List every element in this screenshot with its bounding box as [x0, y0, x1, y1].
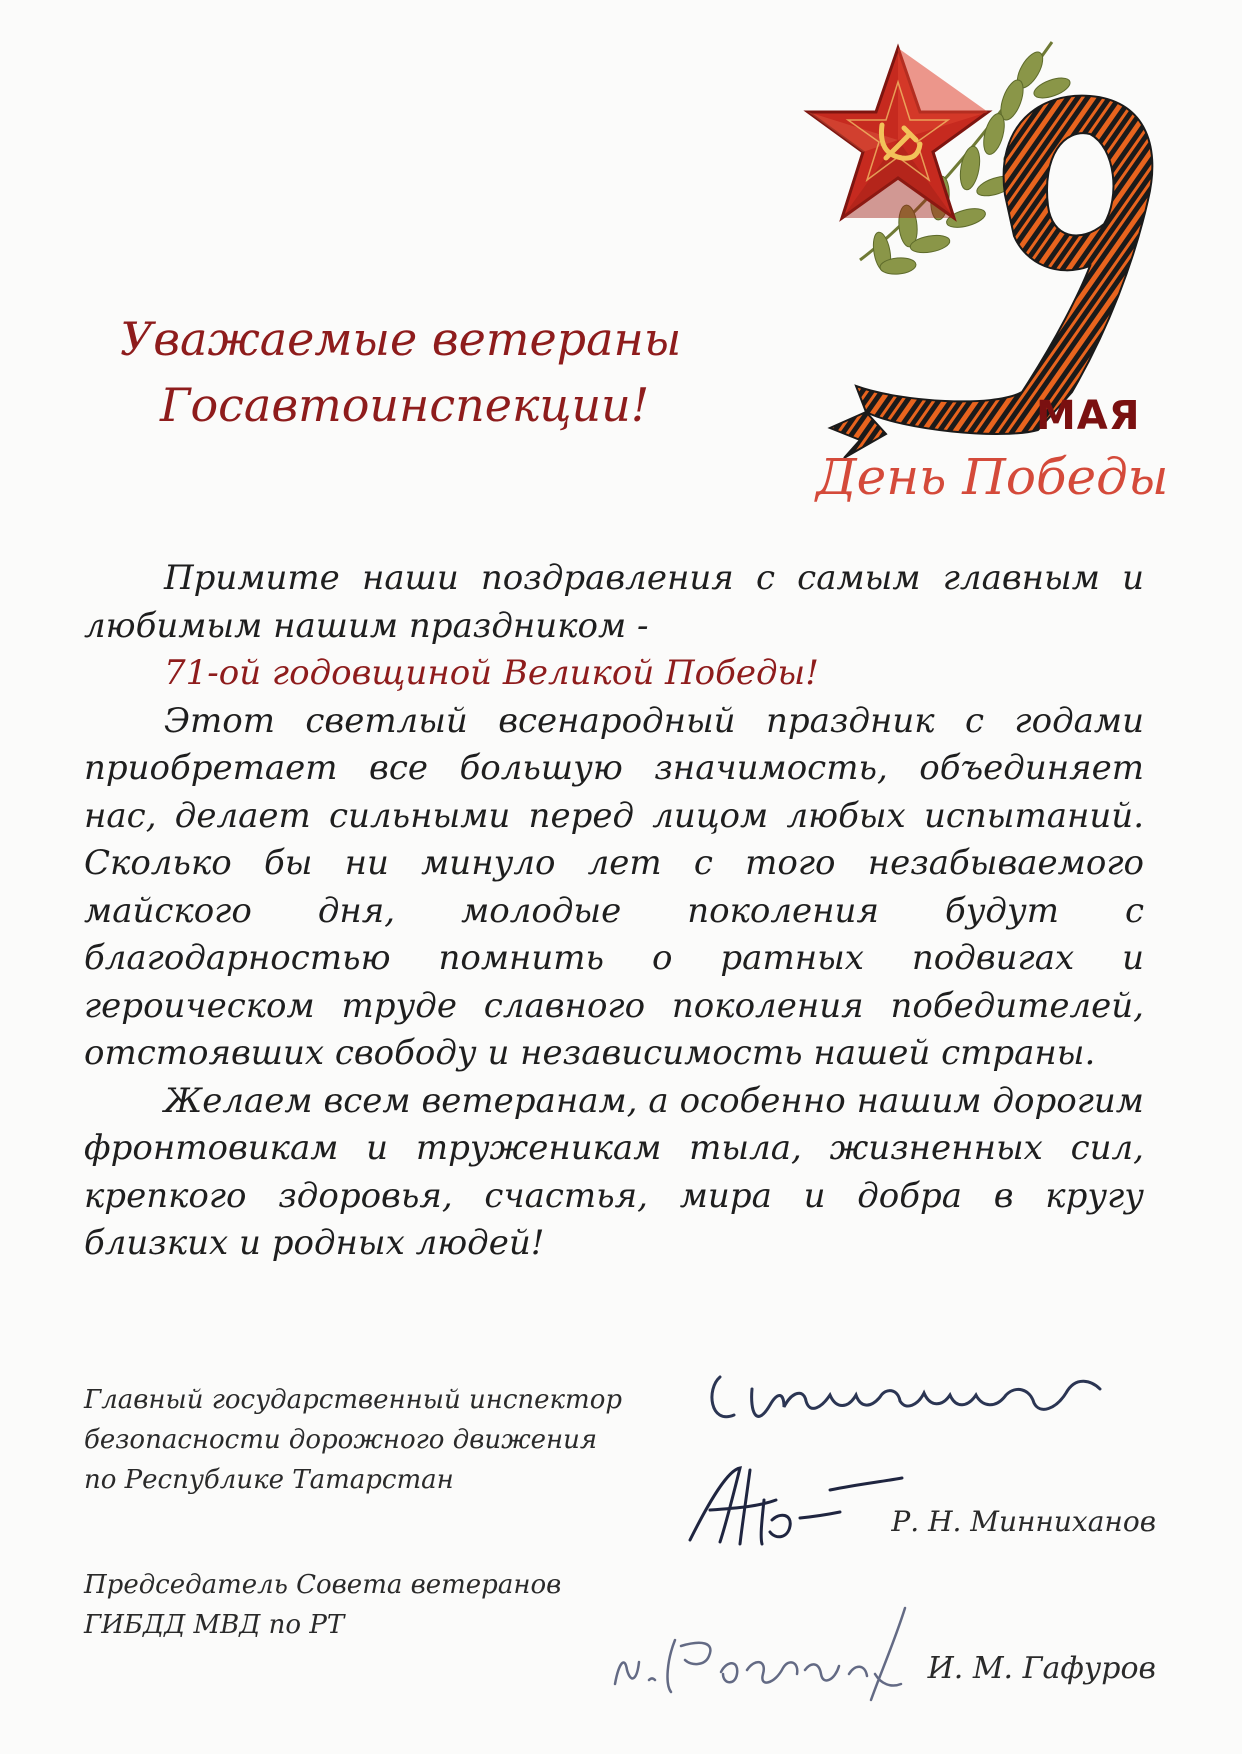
signer-2-name: И. М. Гафуров [927, 1651, 1156, 1686]
victory-day-emblem [790, 30, 1170, 550]
paragraph-wishes: Желаем всем ветеранам, а особенно нашим дорогим фронтовикам и труженикам тыла, жизненных сил, крепкого здоровья, счастья, мира и добра в кругу близких и родных людей! [84, 1080, 1144, 1263]
signer-1-role-line: Главный государственный инспектор [84, 1385, 622, 1415]
may-label: МАЯ [1036, 393, 1141, 439]
paragraph-significance: Этот светлый всенародный праздник с годами приобретает все большую значимость, объединяет нас, делает сильными перед лицом любых испытаний. Сколько бы ни минуло лет с того незабываемого майского дня, молодые поколения будут с благодарностью помнить о ратных подвигах и героическом труде славного поколения победителей, отстоявших свободу и независимость нашей страны. [84, 700, 1144, 1073]
letter-body [84, 555, 1144, 1268]
regards-handwriting [700, 1345, 1120, 1435]
signer-1-name: Р. Н. Минниханов [891, 1505, 1156, 1538]
signer-1-role [84, 1380, 622, 1500]
red-star-icon [808, 48, 988, 218]
greeting-line-2: Госавтоинспекции! [160, 378, 650, 432]
signer-1-role-line: по Республике Татарстан [84, 1465, 454, 1495]
signer-2-role [84, 1565, 561, 1645]
signer-2-role-line: Председатель Совета ветеранов [84, 1570, 562, 1600]
signature-minnikhanov [680, 1460, 910, 1550]
paragraph-congratulations [84, 555, 1144, 698]
greeting-line-1: Уважаемые ветераны [120, 312, 682, 366]
greeting-heading [120, 306, 681, 438]
signer-1-role-line: безопасности дорожного движения [84, 1425, 598, 1455]
victory-day-script: День Победы [816, 448, 1169, 506]
anniversary-line: 71-ой годовщиной Великой Победы! [164, 653, 819, 693]
signature-gafurov [605, 1600, 935, 1710]
signer-2-role-line: ГИБДД МВД по РТ [84, 1610, 345, 1640]
paragraph-1-text: Примите наши поздравления с самым главным и любимым нашим праздником - [84, 558, 1144, 646]
